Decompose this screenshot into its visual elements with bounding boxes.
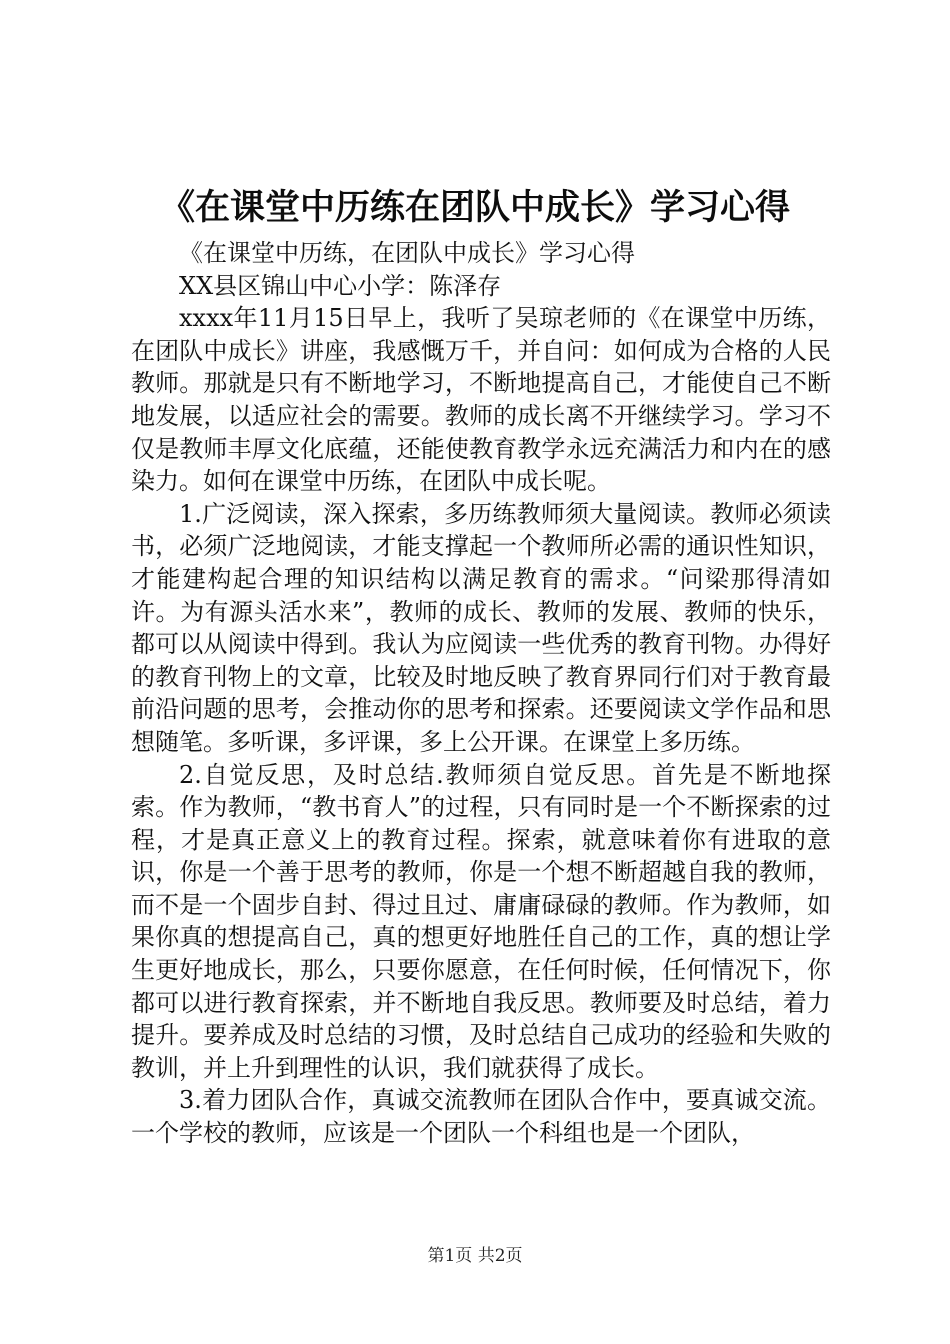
page-number: 第1页	[427, 1246, 473, 1266]
page-footer	[0, 1244, 950, 1268]
section-3-paragraph: 3.着力团队合作，真诚交流教师在团队合作中，要真诚交流。一个学校的教师，应该是一个团队一个科组也是一个团队，	[131, 1086, 831, 1148]
section-2-paragraph: 2.自觉反思，及时总结.教师须自觉反思。首先是不断地探索。作为教师，“教书育人”的过程，只有同时是一个不断探索的过程，才是真正意义上的教育过程。探索，就意味着你有进取的意识，你是一个善于思考的教师，你是一个想不断超越自我的教师，而不是一个固步自封、得过且过、庸庸碌碌的教师。作为教师，如果你真的想提高自己，真的想更好地胜任自己的工作，真的想让学生更好地成长，那么，只要你愿意，在任何时候，任何情况下，你都可以进行教育探索，并不断地自我反思。教师要及时总结，着力提升。要养成及时总结的习惯，及时总结自己成功的经验和失败的教训，并上升到理性的认识，我们就获得了成长。	[131, 760, 831, 1082]
intro-paragraph: xxxx年11月15日早上，我听了吴琼老师的《在课堂中历练，在团队中成长》讲座，我感慨万千，并自问：如何成为合格的人民教师。那就是只有不断地学习，不断地提高自己，才能使自己不断地发展，以适应社会的需要。教师的成长离不开继续学习。学习不仅是教师丰厚文化底蕴，还能使教育教学永远充满活力和内在的感染力。如何在课堂中历练，在团队中成长呢。	[131, 304, 831, 496]
document-title: 《在课堂中历练在团队中成长》学习心得	[159, 188, 790, 228]
page-total: 共2页	[477, 1246, 523, 1266]
author-line: XX县区锦山中心小学：陈泽存	[179, 271, 502, 300]
document-body	[131, 237, 831, 1150]
section-1-paragraph: 1.广泛阅读，深入探索，多历练教师须大量阅读。教师必须读书，必须广泛地阅读，才能支撑起一个教师所必需的通识性知识，才能建构起合理的知识结构以满足教育的需求。“问梁那得清如许。为有源头活水来”，教师的成长、教师的发展、教师的快乐，都可以从阅读中得到。我认为应阅读一些优秀的教育刊物。办得好的教育刊物上的文章，比较及时地反映了教育界同行们对于教育最前沿问题的思考，会推动你的思考和探索。还要阅读文学作品和思想随笔。多听课，多评课，多上公开课。在课堂上多历练。	[131, 499, 831, 756]
subtitle-line: 《在课堂中历练，在团队中成长》学习心得	[179, 239, 635, 267]
